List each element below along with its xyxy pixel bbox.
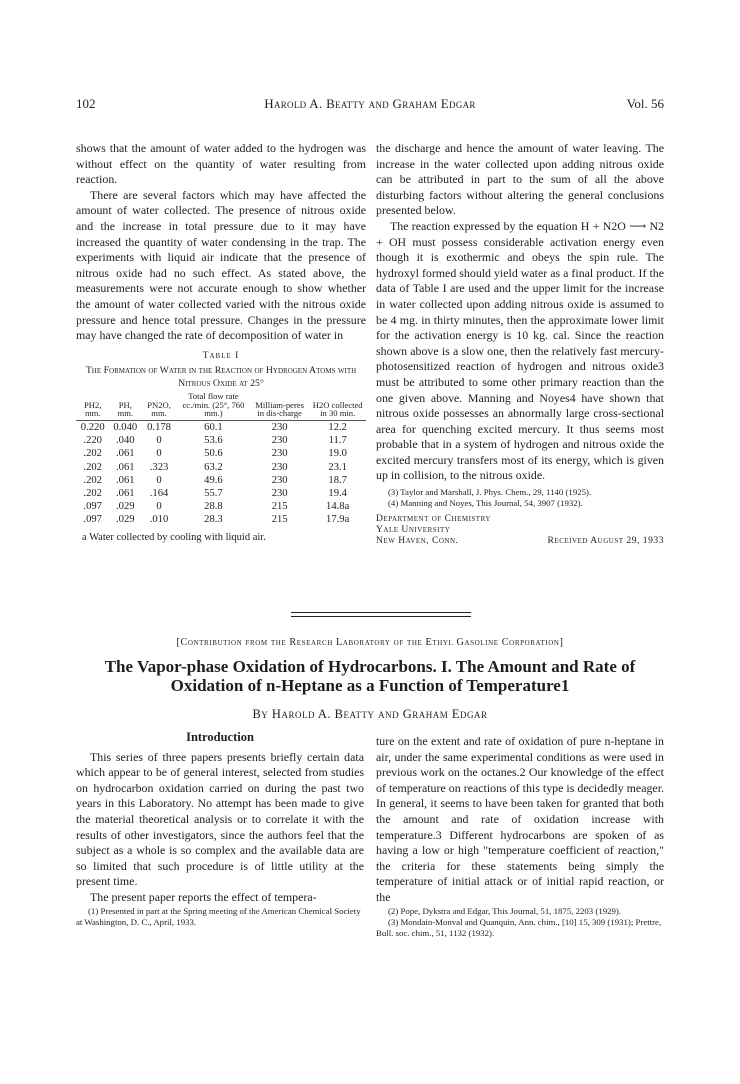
article-title — [60, 657, 680, 695]
table-cell: .097 — [83, 514, 102, 526]
upper-right-column — [376, 141, 664, 547]
title-line: The Vapor-phase Oxidation of Hydrocarbons. I. The Amount and Rate of — [104, 657, 636, 676]
contribution-note: [Contribution from the Research Laboratory of the Ethyl Gasoline Corporation] — [176, 637, 564, 648]
table-cell: .029 — [116, 501, 135, 513]
table-cell: 19.0 — [328, 448, 347, 460]
table-cell: 18.7 — [328, 474, 347, 486]
upper-left-column — [76, 141, 366, 545]
table-cell: .202 — [83, 474, 102, 486]
table-body — [76, 421, 366, 527]
data-table — [76, 392, 366, 526]
footnote: (3) Mondain-Monval and Quanquin, Ann. chim., [10] 15, 309 (1931); Prettre, Bull. soc. chim., 51, 1132 (1932). — [376, 916, 662, 938]
table-cell: 53.6 — [204, 435, 223, 447]
paragraph: This series of three papers presents briefly certain data which appear to be of general interest, selected from studies on hydrocarbon oxidation carried on during the past two years in this Laboratory. No attempt has been made to give the material theoretical analysis or to correlate it with the results of other investigators, since the authors feel that the subject as a whole is so complex and the available data are so limited that such procedure is of little utility at the present time. — [76, 749, 364, 889]
table-cell: 0 — [156, 474, 162, 486]
table-row — [76, 421, 366, 435]
table-cell: 230 — [271, 435, 288, 447]
table-cell: 49.6 — [204, 474, 223, 486]
table-cell: .061 — [116, 474, 135, 486]
affiliation-row — [376, 535, 664, 546]
byline: By Harold A. Beatty and Graham Edgar — [252, 707, 488, 721]
affiliation-city: New Haven, Conn. — [376, 535, 459, 547]
table-row — [76, 513, 366, 526]
table-cell: .202 — [83, 488, 102, 500]
table-row — [76, 434, 366, 447]
affiliation-university: Yale University — [376, 524, 451, 536]
table-cell: 230 — [271, 448, 288, 460]
table-cell: 0 — [156, 448, 162, 460]
table-cell: 23.1 — [328, 461, 347, 473]
table-row — [76, 500, 366, 513]
table-header-row — [76, 392, 366, 420]
paragraph: the discharge and hence the amount of water leaving. The increase in the water collected upon adding nitrous oxide can be attributed in part to the sum of all the above disturbing factors without altering the general conclusions presented below. — [376, 141, 664, 218]
table-cell: 230 — [271, 422, 288, 433]
table-cell: .040 — [116, 435, 135, 447]
table-cell: 63.2 — [204, 461, 223, 473]
paragraph: shows that the amount of water added to the hydrogen was without effect on the quantity of water resulting from reaction. — [76, 141, 366, 187]
table-label: Table I — [202, 350, 240, 361]
received-date: Received August 29, 1933 — [547, 535, 664, 547]
lower-right-column — [376, 734, 664, 939]
table-cell: .164 — [149, 488, 169, 500]
table-cell: .061 — [116, 461, 135, 473]
running-title: Harold A. Beatty and Graham Edgar — [264, 96, 476, 111]
table-row — [76, 487, 366, 500]
table-cell: .323 — [149, 461, 169, 473]
paragraph: There are several factors which may have affected the amount of water collected. The presence of nitrous oxide and the increase in total pressure due to it may have increased the quantity of water condensing in the trap. The experiments with liquid air indicate that the presence of nitrous oxide had no such effect. As stated above, the measurements were not accurate enough to show whether the amount of water collected varied with the nitrous oxide pressure and hence total pressure. Changes in the pressure may have changed the rate of decomposition of water in — [76, 187, 366, 343]
running-header — [76, 96, 664, 114]
table-cell: .061 — [116, 488, 135, 500]
table-cell: .097 — [83, 501, 102, 513]
table-cell: 60.1 — [204, 422, 223, 433]
table-cell: 28.3 — [204, 514, 223, 526]
table-cell: 50.6 — [204, 448, 223, 460]
table-cell: .029 — [116, 514, 135, 526]
column-header: PH2, mm. — [76, 392, 109, 420]
table-cell: 230 — [271, 461, 288, 473]
table-cell: 12.2 — [328, 422, 347, 433]
table-cell: 0.040 — [113, 422, 138, 433]
divider-rule — [291, 612, 471, 613]
lower-left-column — [76, 730, 364, 928]
column-header: PH, mm. — [109, 392, 141, 420]
table-cell: 0 — [156, 501, 162, 513]
table-footnote: a Water collected by cooling with liquid air. — [82, 531, 266, 543]
page-number: 102 — [76, 96, 96, 111]
section-heading: Introduction — [186, 730, 254, 744]
affiliation-department: Department of Chemistry — [376, 513, 491, 525]
paragraph: The reaction expressed by the equation H + N2O ⟶ N2 + OH must possess considerable activation energy even though it is exothermic and obeys the spin rule. The hydroxyl formed should yield water as a final product. If the data of Table I are used and the upper limit for the increase in water collected upon adding nitrous oxide is assumed to be 4 mg. in thirty minutes, then the approximate lower limit for the activation energy is 10 kg. cal. Since the reaction shown above is a slow one, then the relatively fast mercury-photosensitized reaction of hydrogen and nitrous oxide3 must be attributed to some other primary reaction than the one given above. Manning and Noyes4 have shown that nitrous oxide possesses an abnormally large cross-sectional area for quenching excited mercury. It thus seems most probable that in a system of hydrogen and nitrous oxide the excited mercury transfers most of its energy, which is given up in collision, to the nitrous oxide. — [376, 218, 664, 483]
table-cell: 215 — [271, 501, 288, 513]
table-cell: 55.7 — [204, 488, 223, 500]
table-cell: .202 — [83, 461, 102, 473]
table-row — [76, 461, 366, 474]
table-cell: .061 — [116, 448, 135, 460]
column-header: Total flow rate cc./min. (25°, 760 mm.) — [177, 392, 250, 420]
table-cell: 230 — [271, 474, 288, 486]
volume-label: Vol. 56 — [626, 96, 664, 111]
table-row — [76, 447, 366, 460]
table-cell: .202 — [83, 448, 102, 460]
table-cell: 14.8a — [326, 501, 350, 513]
table-cell: 28.8 — [204, 501, 223, 513]
table-cell: 11.7 — [328, 435, 347, 447]
footnote: (2) Pope, Dykstra and Edgar, This Journal, 51, 1875, 2203 (1929). — [388, 905, 622, 916]
table-cell: 215 — [271, 514, 288, 526]
table-cell: .010 — [149, 514, 169, 526]
paragraph: The present paper reports the effect of tempera- — [90, 889, 317, 904]
column-header: PN2O, mm. — [141, 392, 177, 420]
footnote: (1) Presented in part at the Spring meeting of the American Chemical Society at Washington, D. C., April, 1933. — [76, 905, 361, 927]
table-caption: The Formation of Water in the Reaction of Hydrogen Atoms with Nitrous Oxide at 25° — [85, 365, 357, 389]
table-cell: .220 — [83, 435, 102, 447]
table-cell: 0 — [156, 435, 162, 447]
table-cell: 17.9a — [326, 514, 350, 526]
column-header: H2O collected in 30 min. — [309, 392, 366, 420]
column-header: Milliam-peres in dis-charge — [250, 392, 309, 420]
table-cell: 19.4 — [328, 488, 347, 500]
title-line: Oxidation of n-Heptane as a Function of Temperature1 — [170, 676, 570, 695]
table-cell: 0.178 — [147, 422, 171, 433]
footnote: (4) Manning and Noyes, This Journal, 54, 3907 (1932). — [388, 498, 583, 509]
divider-rule — [291, 616, 471, 617]
paragraph: ture on the extent and rate of oxidation of pure n-heptane in air, under the same experimental conditions as were used in previous work on the octanes.2 Our knowledge of the effect of temperature on reactions of this type is decidedly meager. In general, it seems to have been taken for granted that both the amount and rate of oxidation increase with temperature.3 Different hydrocarbons are spoken of as having a low or high "temperature coefficient of reaction," the criteria for these statements being simply the temperature of initial attack or of initial rapid reaction, or the — [376, 734, 664, 904]
footnote: (3) Taylor and Marshall, J. Phys. Chem., 29, 1140 (1925). — [388, 487, 592, 498]
table-row — [76, 474, 366, 487]
table-cell: 0.220 — [80, 422, 105, 433]
table-cell: 230 — [271, 488, 288, 500]
